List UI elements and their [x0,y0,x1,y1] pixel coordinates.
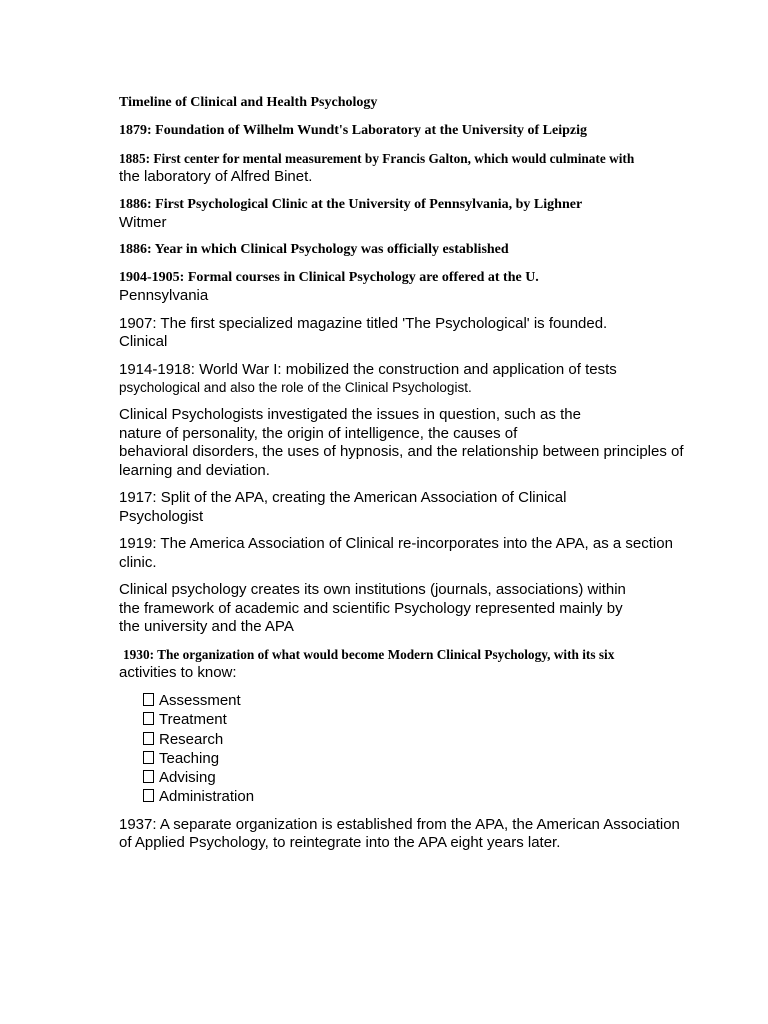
entry-1904-line-2: Pennsylvania [119,287,209,304]
checkbox-icon [143,693,154,706]
list-item [143,768,709,787]
timeline-entry-1879: 1879: Foundation of Wilhelm Wundt's Laboratory at the University of Leipzig [119,123,587,138]
entry-1885-line-1: 1885: First center for mental measurement by Francis Galton, which would culminate with [119,151,635,166]
entry-1907-line-2: Clinical [119,333,168,350]
paragraph-line: nature of personality, the origin of intelligence, the causes of [119,424,518,442]
activity-label: Research [159,730,224,748]
list-item [143,749,709,768]
entry-1914-line-2: psychological and also the role of the Clinical Psychologist. [119,380,472,395]
paragraph-investigations [119,406,709,480]
activity-label: Treatment [159,711,227,729]
entry-1930-line-1: 1930: The organization of what would become Modern Clinical Psychology, with its six [123,646,615,662]
paragraph-line: behavioral disorders, the uses of hypnosis, and the relationship between principles of [119,443,684,460]
paragraph-line: the framework of academic and scientific Psychology represented mainly by [119,599,623,617]
timeline-entry-1907 [119,315,709,352]
paragraph-line: Clinical Psychologists investigated the issues in question, such as the [119,406,581,423]
paragraph-line: learning and deviation. [119,461,270,479]
activities-list [143,691,709,807]
entry-1930-line-2: activities to know: [119,663,237,681]
checkbox-icon [143,751,154,764]
timeline-entry-1886-clinic [119,196,709,233]
paragraph-line: the university and the APA [119,618,294,635]
entry-1917-line-1: 1917: Split of the APA, creating the American Association of Clinical [119,489,567,506]
checkbox-icon [143,732,154,745]
timeline-entry-1930 [119,646,709,683]
activity-label: Advising [159,769,216,787]
entry-1886-clinic-line-2: Witmer [119,213,167,231]
document-title: Timeline of Clinical and Health Psychology [119,95,378,110]
activity-label: Assessment [159,692,241,709]
entry-1919-line-2: clinic. [119,553,157,571]
timeline-entry-1937 [119,816,709,853]
activity-label: Administration [159,788,255,806]
document-body [119,94,709,853]
entry-1914-line-1: 1914-1918: World War I: mobilized the construction and application of tests [119,360,617,378]
entry-1904-line-1: 1904-1905: Formal courses in Clinical Psychology are offered at the U. [119,270,539,285]
activity-label: Teaching [159,749,220,767]
timeline-entry-1919 [119,535,709,572]
list-item [143,730,709,749]
entry-1919-line-1: 1919: The America Association of Clinical re-incorporates into the APA, as a section [119,535,673,552]
timeline-entry-1886-established: 1886: Year in which Clinical Psychology was officially established [119,242,509,257]
checkbox-icon [143,789,154,802]
checkbox-icon [143,712,154,725]
checkbox-icon [143,770,154,783]
entry-1885-line-2: the laboratory of Alfred Binet. [119,168,313,185]
entry-1907-line-1: 1907: The first specialized magazine titled 'The Psychological' is founded. [119,314,608,332]
list-item [143,691,709,710]
list-item [143,710,709,729]
entry-1937-line-1: 1937: A separate organization is established from the APA, the American Association [119,815,680,833]
entry-1886-clinic-line-1: 1886: First Psychological Clinic at the University of Pennsylvania, by Lighner [119,196,583,212]
timeline-entry-1917 [119,489,709,526]
entry-1917-line-2: Psychologist [119,507,204,525]
entry-1937-line-2: of Applied Psychology, to reintegrate into the APA eight years later. [119,834,561,852]
timeline-entry-1885 [119,150,709,187]
timeline-entry-1914 [119,361,709,397]
paragraph-institutions [119,581,709,637]
paragraph-line: Clinical psychology creates its own institutions (journals, associations) within [119,581,626,598]
timeline-entry-1904 [119,269,709,306]
list-item [143,787,709,806]
